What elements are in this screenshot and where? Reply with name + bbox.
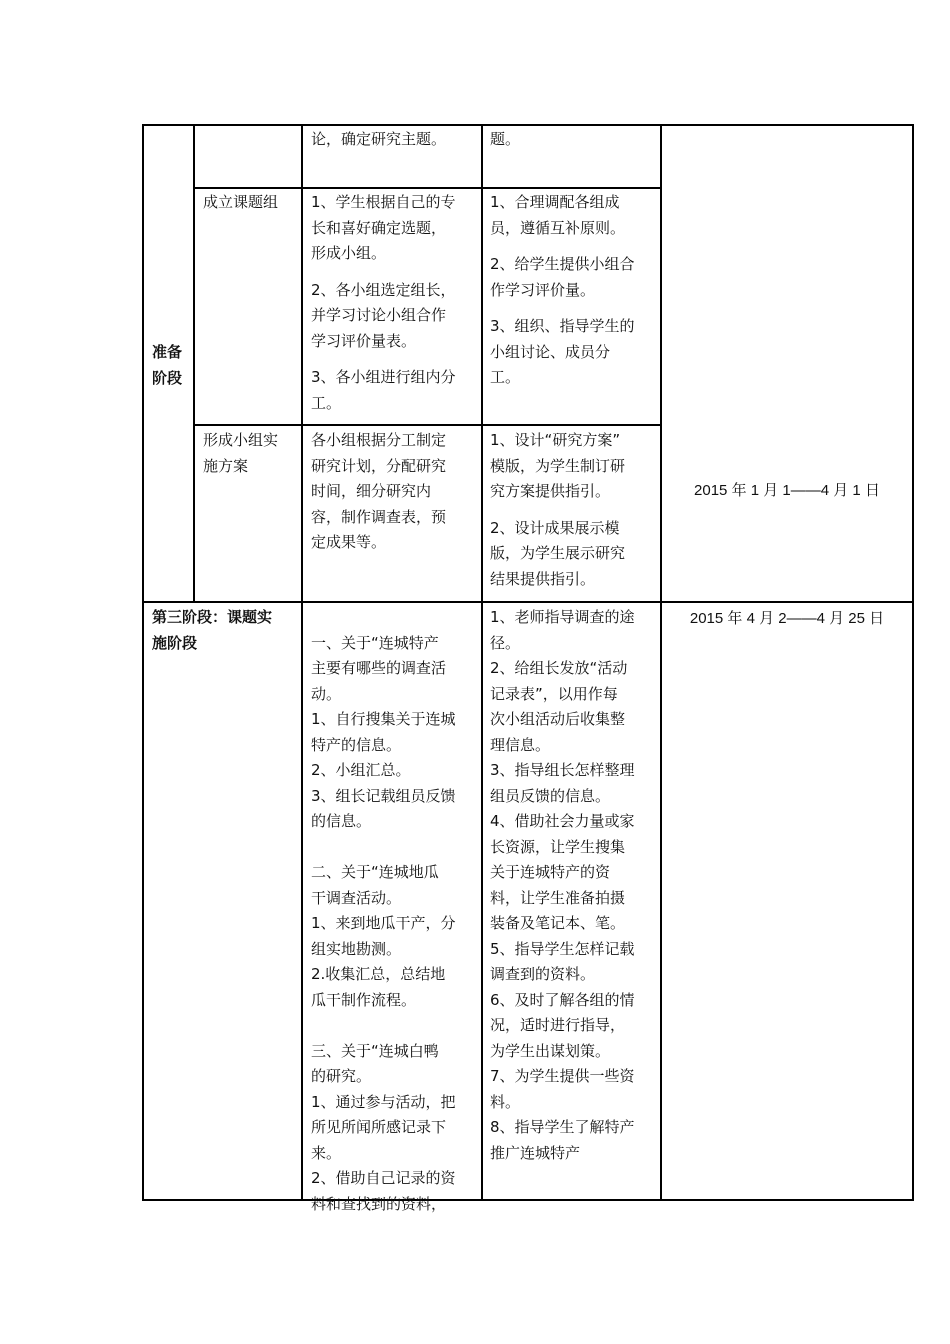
text-line: 5、指导学生怎样记载: [490, 939, 635, 958]
text-line: [311, 605, 479, 631]
student-activity-cell-stage3: [311, 605, 479, 1217]
text-line: 所见所闻所感记录下: [311, 1118, 447, 1136]
student-activity-cell: 1、学生根据自己的专 长和喜好确定选题， 形成小组。 2、各小组选定组长， 并学习讨论小组合作 学习评价量表。 3、各小组进行组内分 工。: [311, 193, 456, 412]
text-line: 1、来到地瓜干产，分: [311, 914, 456, 932]
text-line: 瓜干制作流程。: [311, 990, 417, 1009]
text-line: 二、关于“连城地瓜: [311, 863, 439, 881]
text-line: 8、指导学生了解特产: [490, 1118, 635, 1136]
text-line: 调查到的资料。: [490, 965, 596, 983]
text-line: 组员反馈的信息。: [490, 786, 611, 805]
text-line: 一、关于“连城特产: [311, 633, 439, 652]
text-line: 三、关于“连城白鸭: [311, 1041, 439, 1060]
teacher-guidance-cell: 1、合理调配各组成 员，遵循互补原则。 2、给学生提供小组合 作学习评价量。 3、组织、指导学生的 小组讨论、成员分 工。: [490, 193, 635, 386]
text-line: 推广连城特产: [490, 1143, 581, 1162]
text-line: 主要有哪些的调查活: [311, 659, 447, 677]
text-line: 动。: [311, 684, 342, 703]
column-divider: [481, 124, 483, 1201]
text-line: 1、老师指导调查的途: [490, 608, 635, 626]
table-bottom-border: [142, 1199, 914, 1201]
column-divider: [193, 124, 195, 603]
table-left-border: [142, 124, 144, 1201]
text-line: [311, 1013, 479, 1039]
text-line: 7、为学生提供一些资: [490, 1067, 635, 1085]
column-divider: [301, 124, 303, 1201]
text-line: 料，让学生准备拍摄: [490, 888, 626, 907]
text-line: 3、指导组长怎样整理: [490, 761, 635, 779]
text-line: 为学生出谋划策。: [490, 1041, 611, 1060]
teacher-guidance-cell-stage3: [490, 605, 658, 1166]
row-divider: [193, 424, 662, 426]
text-line: 径。: [490, 633, 521, 652]
teacher-guidance-cell: 1、设计“研究方案” 模版，为学生制订研 究方案提供指引。 2、设计成果展示模 版，为学生展示研究 结果提供指引。: [490, 431, 626, 588]
text-line: 组实地勘测。: [311, 939, 402, 958]
text-line: 装备及笔记本、笔。: [490, 914, 626, 932]
student-activity-cell: 论，确定研究主题。: [311, 130, 447, 148]
stage-label-stage3: 第三阶段：课题实 施阶段: [152, 608, 273, 652]
date-range-stage3: 2015 年 4 月 2——4 月 25 日: [689, 610, 885, 627]
text-line: 6、及时了解各组的情: [490, 990, 635, 1009]
task-cell-form-group: 成立课题组: [203, 193, 279, 211]
row-divider: [193, 187, 662, 189]
text-line: 料和查找到的资料，: [311, 1194, 447, 1213]
text-line: 况，适时进行指导，: [490, 1016, 626, 1034]
text-line: 关于连城特产的资: [490, 863, 611, 881]
text-line: 次小组活动后收集整: [490, 710, 626, 728]
text-line: 的信息。: [311, 812, 372, 830]
student-activity-cell: 各小组根据分工制定 研究计划，分配研究 时间，细分研究内 容，制作调查表，预 定成果等。: [311, 431, 447, 551]
text-line: 1、通过参与活动，把: [311, 1092, 456, 1111]
text-line: 来。: [311, 1143, 342, 1162]
text-line: 特产的信息。: [311, 735, 402, 754]
text-line: 料。: [490, 1092, 521, 1111]
stage-divider: [142, 601, 914, 603]
text-line: 记录表”，以用作每: [490, 684, 618, 703]
column-divider: [660, 124, 662, 1201]
table-top-border: [142, 124, 914, 126]
text-line: 干调查活动。: [311, 888, 402, 907]
text-line: 的研究。: [311, 1067, 372, 1085]
text-line: 4、借助社会力量或家: [490, 812, 635, 830]
text-line: 理信息。: [490, 735, 551, 754]
stage-label-prep: 准备 阶段: [152, 343, 183, 387]
text-line: 2.收集汇总，总结地: [311, 965, 446, 983]
text-line: 3、组长记载组员反馈: [311, 786, 456, 805]
text-line: 2、借助自己记录的资: [311, 1169, 456, 1187]
text-line: 长资源，让学生搜集: [490, 837, 626, 856]
date-range-prep: 2015 年 1 月 1——4 月 1 日: [694, 482, 880, 499]
teacher-guidance-cell: 题。: [490, 130, 521, 148]
table-right-border: [912, 124, 914, 1201]
text-line: [311, 835, 479, 861]
task-cell-plan: 形成小组实 施方案: [203, 431, 279, 475]
text-line: 2、给组长发放“活动: [490, 659, 628, 677]
text-line: 2、小组汇总。: [311, 761, 411, 779]
text-line: 1、自行搜集关于连城: [311, 710, 456, 728]
